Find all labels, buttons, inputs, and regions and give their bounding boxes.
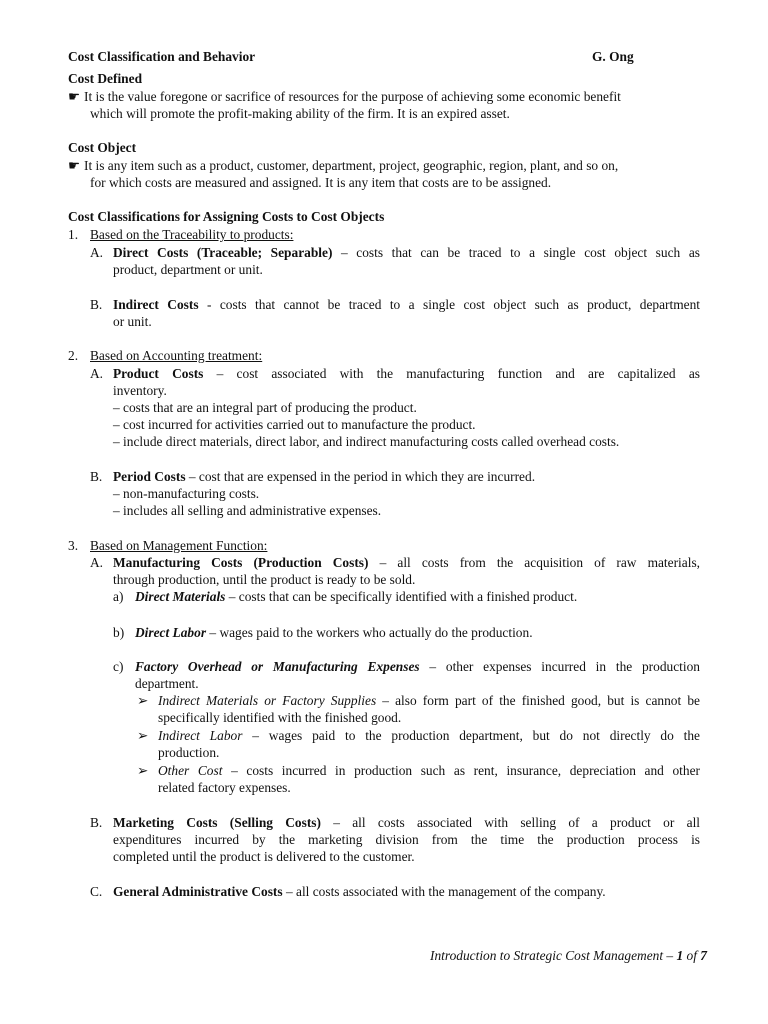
arrowhead-bullet-icon: ➢: [137, 693, 149, 708]
item-3c-label: C.: [90, 884, 103, 899]
cost-defined-text-cont: which will promote the profit-making ability of the firm. It is an expired asset.: [90, 106, 510, 121]
cost-defined-text: It is the value foregone or sacrifice of resources for the purpose of achieving some economic benefit: [84, 89, 621, 104]
item-3a-c-term: Factory Overhead or Manufacturing Expenses: [135, 659, 420, 674]
section-heading-classifications: Cost Classifications for Assigning Costs to Cost Objects: [68, 209, 385, 224]
item-3a-b-desc: – wages paid to the workers who actually do the production.: [206, 625, 533, 640]
item-1a-label: A.: [90, 245, 104, 260]
item-3c-desc: – all costs associated with the management of the company.: [282, 884, 606, 899]
arrowhead-bullet-icon: ➢: [137, 763, 149, 778]
item-3a-term: Manufacturing Costs (Production Costs): [113, 555, 369, 570]
author-name: G. Ong: [592, 49, 634, 64]
item-2a-detail-3: – include direct materials, direct labor, and indirect manufacturing costs called overhead costs.: [113, 434, 620, 449]
item-1a-desc: – costs that can be traced to a single cost object such as: [332, 245, 700, 260]
item-3a-a-label: a): [113, 589, 124, 604]
item-2a-label: A.: [90, 366, 104, 381]
footer-page-number: 1: [676, 948, 684, 963]
item-3a-text-cont: through production, until the product is ready to be sold.: [113, 572, 416, 587]
subitem-indirect-materials-term: Indirect Materials or Factory Supplies: [158, 693, 377, 708]
item-3a-c-label: c): [113, 659, 124, 674]
item-1a-term: Direct Costs (Traceable; Separable): [113, 245, 333, 260]
bullet-cost-defined: [68, 88, 621, 105]
section-3-title: Based on Management Function:: [90, 538, 268, 553]
section-2-title: Based on Accounting treatment:: [90, 348, 263, 363]
item-3c-text: [113, 883, 606, 900]
item-3b-label: B.: [90, 815, 103, 830]
item-2b-term: Period Costs: [113, 469, 186, 484]
subitem-indirect-labor: [158, 727, 700, 744]
item-1b-label: B.: [90, 297, 103, 312]
item-3b-term: Marketing Costs (Selling Costs): [113, 815, 321, 830]
hand-pointing-icon: ☛: [68, 89, 81, 104]
subitem-other-cost-cont: related factory expenses.: [158, 780, 291, 795]
item-1a-text-cont: product, department or unit.: [113, 262, 263, 277]
item-3a-c-text-cont: department.: [135, 676, 199, 691]
item-1b-desc: - costs that cannot be traced to a single cost object such as product, department: [198, 297, 701, 312]
footer-total-pages: 7: [700, 948, 707, 963]
item-2b-detail-1: – non-manufacturing costs.: [113, 486, 260, 501]
item-3b-text-cont-2: completed until the product is delivered to the customer.: [113, 849, 415, 864]
item-1b-text-cont: or unit.: [113, 314, 152, 329]
item-2b-desc: – cost that are expensed in the period in which they are incurred.: [185, 469, 536, 484]
bullet-cost-object: [68, 157, 618, 174]
item-3a-b-label: b): [113, 625, 125, 640]
item-2a-text: [113, 365, 700, 382]
item-3a-b-term: Direct Labor: [135, 625, 207, 640]
section-3-number: 3.: [68, 538, 79, 553]
item-3a-text: [113, 554, 700, 571]
document-title: Cost Classification and Behavior: [68, 49, 256, 64]
arrowhead-bullet-icon: ➢: [137, 728, 149, 743]
subitem-other-cost-desc: – costs incurred in production such as rent, insurance, depreciation and other: [222, 763, 701, 778]
subitem-indirect-labor-cont: production.: [158, 745, 220, 760]
item-2a-term: Product Costs: [113, 366, 204, 381]
subitem-other-cost-term: Other Cost: [158, 763, 223, 778]
item-3a-a-desc: – costs that can be specifically identified with a finished product.: [225, 589, 578, 604]
item-2a-desc: – cost associated with the manufacturing function and are capitalized as: [203, 366, 701, 381]
subitem-indirect-materials: [158, 692, 700, 709]
subitem-indirect-materials-cont: specifically identified with the finished good.: [158, 710, 402, 725]
section-heading-cost-object: Cost Object: [68, 140, 137, 155]
item-1a-text: [113, 244, 700, 261]
section-heading-cost-defined: Cost Defined: [68, 71, 143, 86]
item-3a-c-text: [135, 658, 700, 675]
item-1b-text: [113, 296, 700, 313]
item-2a-detail-2: – cost incurred for activities carried out to manufacture the product.: [113, 417, 476, 432]
subitem-other-cost: [158, 762, 700, 779]
item-3b-desc: – all costs associated with selling of a product or all: [320, 815, 701, 830]
item-3a-c-desc: – other expenses incurred in the production: [419, 659, 701, 674]
item-3b-text: [113, 814, 700, 831]
item-3b-text-cont-1: expenditures incurred by the marketing division from the time the production process is: [113, 832, 700, 847]
subitem-indirect-labor-term: Indirect Labor: [158, 728, 243, 743]
section-1-number: 1.: [68, 227, 79, 242]
footer-of: of: [683, 948, 701, 963]
item-2b-label: B.: [90, 469, 103, 484]
item-2a-detail-1: – costs that are an integral part of producing the product.: [113, 400, 417, 415]
cost-object-text-cont: for which costs are measured and assigned. It is any item that costs are to be assigned.: [90, 175, 552, 190]
cost-object-text: It is any item such as a product, customer, department, project, geographic, region, plant, and so on,: [84, 158, 619, 173]
page-footer: [430, 947, 707, 964]
item-3a-a-term: Direct Materials: [135, 589, 226, 604]
section-1-title: Based on the Traceability to products:: [90, 227, 294, 242]
item-3a-b-text: [135, 624, 533, 641]
footer-text: Introduction to Strategic Cost Management –: [430, 948, 677, 963]
item-3c-term: General Administrative Costs: [113, 884, 283, 899]
item-1b-term: Indirect Costs: [113, 297, 199, 312]
item-2b-text: [113, 468, 535, 485]
item-2b-detail-2: – includes all selling and administrative expenses.: [113, 503, 382, 518]
subitem-indirect-materials-desc: – also form part of the finished good, but is cannot be: [376, 693, 700, 708]
item-3a-label: A.: [90, 555, 104, 570]
item-2a-text-cont: inventory.: [113, 383, 167, 398]
hand-pointing-icon: ☛: [68, 158, 81, 173]
item-3a-desc: – all costs from the acquisition of raw materials,: [368, 555, 701, 570]
item-3a-a-text: [135, 588, 577, 605]
subitem-indirect-labor-desc: – wages paid to the production department, but do not directly do the: [242, 728, 700, 743]
section-2-number: 2.: [68, 348, 79, 363]
